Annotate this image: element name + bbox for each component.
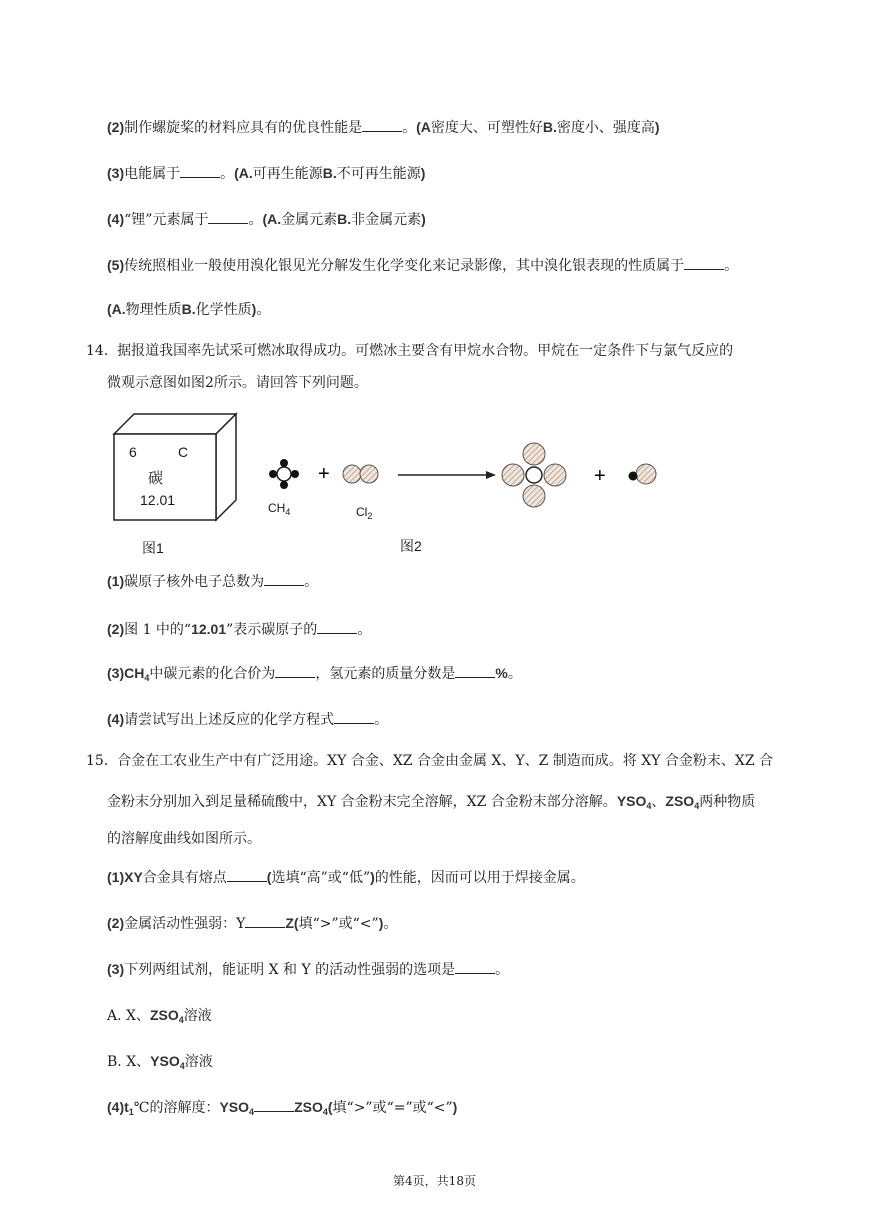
question-number: 14. bbox=[86, 343, 109, 359]
option-a: 密度大、可塑性好 bbox=[430, 120, 543, 136]
question-line: (4)请尝试写出上述反应的化学方程式 。 bbox=[107, 711, 389, 728]
answer-blank bbox=[227, 867, 267, 882]
atomic-number: 6 bbox=[129, 444, 137, 460]
cl2-label: $Cl_2$ bbox=[356, 505, 373, 521]
plus-sign: + bbox=[594, 465, 606, 487]
sub-question-number: (4) bbox=[107, 211, 125, 227]
figure-2-caption: 图2 bbox=[400, 538, 422, 554]
ch4-label: $CH_4$ bbox=[268, 501, 291, 517]
answer-blank bbox=[455, 959, 495, 974]
answer-blank bbox=[684, 255, 724, 270]
question-line: (2)金属活动性强弱：Y Z(填“>”或“<”)。 bbox=[107, 915, 398, 932]
answer-blank bbox=[317, 619, 357, 634]
question-number: 15. bbox=[86, 753, 109, 769]
reaction-arrow-icon bbox=[398, 471, 496, 479]
question-15-stem-3: 的溶解度曲线如图所示。 bbox=[107, 831, 261, 847]
answer-blank bbox=[334, 709, 374, 724]
carbon-tetrachloride-molecule-icon bbox=[502, 443, 566, 507]
plus-sign: + bbox=[318, 463, 330, 485]
sub-question-number: (2) bbox=[107, 119, 125, 135]
sub-question-number: (5) bbox=[107, 257, 125, 273]
element-cube-figure bbox=[112, 412, 238, 522]
atomic-mass: 12.01 bbox=[140, 492, 176, 508]
answer-blank bbox=[208, 209, 248, 224]
answer-blank bbox=[264, 571, 304, 586]
question-text: 电能属于 bbox=[124, 166, 181, 182]
option-b: 化学性质 bbox=[195, 302, 252, 318]
question-14-stem-2: 微观示意图如图2所示。请回答下列问题。 bbox=[107, 375, 368, 391]
element-name: 碳 bbox=[148, 469, 164, 487]
question-line: (2)图 1 中的“12.01”表示碳原子的 。 bbox=[107, 621, 372, 638]
methane-molecule-icon bbox=[269, 459, 299, 489]
question-15-stem: 15. 合金在工农业生产中有广泛用途。XY 合金、XZ 合金由金属 X、Y、Z 制造而成。将 XY 合金粉末、XZ 合 bbox=[86, 753, 774, 769]
sub-question-number: (3) bbox=[107, 165, 125, 181]
page-footer: 第4页，共18页 bbox=[393, 1174, 476, 1188]
question-line: (5)传统照相业一般使用溴化银见光分解发生化学变化来记录影像，其中溴化银表现的性质属于 。 bbox=[107, 257, 739, 274]
element-symbol: C bbox=[178, 444, 189, 460]
question-line: (3)下列两组试剂，能证明 X 和 Y 的活动性强弱的选项是 。 bbox=[107, 961, 510, 978]
answer-blank bbox=[455, 663, 495, 678]
question-line: (2)制作螺旋桨的材料应具有的优良性能是 。(A密度大、可塑性好B.密度小、强度高) bbox=[107, 119, 660, 136]
question-line: (3)电能属于 。(A.可再生能源B.不可再生能源) bbox=[107, 165, 426, 182]
hydrogen-chloride-molecule-icon bbox=[629, 464, 657, 484]
question-text: “锂”元素属于 bbox=[124, 212, 209, 228]
question-text: 制作螺旋桨的材料应具有的优良性能是 bbox=[124, 120, 363, 136]
question-line: (1)碳原子核外电子总数为 。 bbox=[107, 573, 319, 590]
question-line: $(4)t_1℃$的溶解度：$YSO_4$ $ZSO_4$(填“>”或“=”或“<”) bbox=[107, 1099, 458, 1117]
question-text: 传统照相业一般使用溴化银见光分解发生化学变化来记录影像，其中溴化银表现的性质属于 bbox=[124, 258, 685, 274]
question-line: $(3)CH_4$中碳元素的化合价为 ，氢元素的质量分数是 %。 bbox=[107, 665, 522, 683]
question-line: (1)XY合金具有熔点 (选填“高”或“低”)的性能，因而可以用于焊接金属。 bbox=[107, 869, 585, 886]
figure-1-caption: 图1 bbox=[142, 540, 164, 556]
answer-blank bbox=[180, 163, 220, 178]
option-a-line: A. X、$ZSO_4$溶液 bbox=[107, 1007, 212, 1025]
option-a: 可再生能源 bbox=[252, 166, 323, 182]
question-14-stem: 14. 据报道我国率先试采可燃冰取得成功。可燃冰主要含有甲烷水合物。甲烷在一定条件下与氯气反应的 bbox=[86, 343, 734, 359]
question-line: (4)“锂”元素属于 。(A.金属元素B.非金属元素) bbox=[107, 211, 426, 228]
answer-blank bbox=[275, 663, 315, 678]
question-line: (A.物理性质B.化学性质)。 bbox=[107, 301, 271, 318]
option-b: 密度小、强度高 bbox=[556, 120, 655, 136]
question-15-stem-2: 金粉末分别加入到足量稀硫酸中，XY 合金粉末完全溶解，XZ 合金粉末部分溶解。$YSO_4$、$ZSO_4$两种物质 bbox=[107, 793, 756, 811]
option-a: 物理性质 bbox=[125, 302, 182, 318]
option-a: 金属元素 bbox=[281, 212, 338, 228]
option-b-line: B. X、$YSO_4$溶液 bbox=[107, 1053, 213, 1071]
reaction-diagram bbox=[258, 432, 678, 522]
option-b: 非金属元素 bbox=[351, 212, 422, 228]
answer-blank bbox=[362, 117, 402, 132]
option-b: 不可再生能源 bbox=[336, 166, 421, 182]
chlorine-molecule-icon bbox=[343, 465, 378, 483]
answer-blank bbox=[245, 913, 285, 928]
answer-blank bbox=[254, 1097, 294, 1112]
